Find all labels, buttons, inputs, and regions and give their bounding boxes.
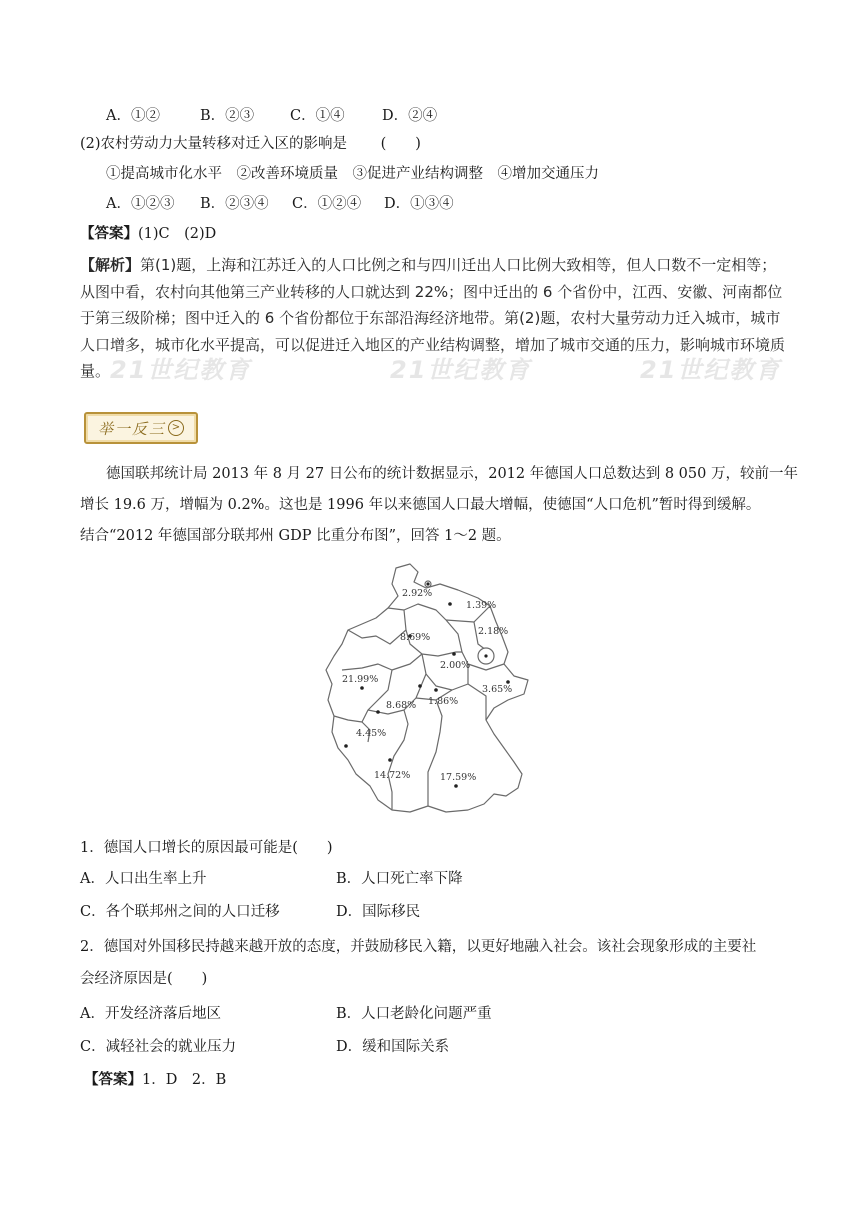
q2-option-b: B．人口老龄化问题严重 <box>336 1006 492 1022</box>
q1-option-b: B．人口死亡率下降 <box>336 871 463 887</box>
arrow-circle-icon: > <box>168 420 184 436</box>
q1-option-c: C．各个联邦州之间的人口迁移 <box>80 904 280 920</box>
q2-stem-line-1: 2．德国对外国移民持越来越开放的态度，并鼓励移民入籍，以更好地融入社会。该社会现象形成的主要社 <box>80 939 757 955</box>
map-label: 17.59% <box>440 772 477 783</box>
option-d: D．②④ <box>382 108 438 124</box>
option-c: C．①④ <box>290 108 345 124</box>
intro-line-3: 结合“2012 年德国部分联邦州 GDP 比重分布图”，回答 1～2 题。 <box>80 528 511 544</box>
answer-text: 1．D 2．B <box>142 1072 227 1088</box>
option-b: B．②③ <box>200 108 255 124</box>
option-a: A．①②③ <box>106 196 175 212</box>
q2-option-c: C．减轻社会的就业压力 <box>80 1039 237 1055</box>
section-badge-text: 举一反三 <box>97 419 166 438</box>
map-label: 14.72% <box>374 770 411 781</box>
analysis-block <box>80 252 785 385</box>
answer-label: 【答案】 <box>80 225 138 242</box>
q2-option-a: A．开发经济落后地区 <box>80 1006 221 1022</box>
intro-line-1: 德国联邦统计局 2013 年 8 月 27 日公布的统计数据显示，2012 年德国人口总数达到 8 050 万，较前一年 <box>106 466 798 482</box>
answer-label: 【答案】 <box>84 1071 142 1088</box>
option-d: D．①③④ <box>384 196 454 212</box>
map-label: 4.45% <box>356 728 387 739</box>
watermark: 21世纪教育 <box>110 356 252 384</box>
map-label: 2.00% <box>440 660 471 671</box>
prev-answer <box>80 222 216 243</box>
q1-stem: 1．德国人口增长的原因最可能是( ) <box>80 840 333 856</box>
germany-gdp-map <box>318 560 543 820</box>
map-label: 21.99% <box>342 674 379 685</box>
map-label: 8.68% <box>386 700 417 711</box>
intro-line-2: 增长 19.6 万，增幅为 0.2%。这也是 1996 年以来德国人口最大增幅，使德国“人口危机”暂时得到缓解。 <box>80 497 761 513</box>
map-label: 2.18% <box>478 626 509 637</box>
answer <box>84 1068 226 1089</box>
answer-text: (1)C (2)D <box>138 226 217 242</box>
map-label: 8.69% <box>400 632 431 643</box>
q1-option-d: D．国际移民 <box>336 904 421 920</box>
option-a: A．①② <box>106 108 160 124</box>
section-badge <box>84 412 198 444</box>
map-label: 3.65% <box>482 684 513 695</box>
analysis-text: 第(1)题，上海和江苏迁入的人口比例之和与四川迁出人口比例大致相等，但人口数不一定相等；从图中看，农村向其他第三产业转移的人口就达到 22%；图中迁出的 6 个省份中，江西、安徽、河南都位于第三级阶梯；图中迁入的 6 个省份都位于东部沿海经济地带。第(2)题，农村大量劳动力迁入城市，城市人口增多，城市化水平提高，可以促进迁入地区的产业结构调整，增加了城市交通的压力，影响城市环境质量。 <box>80 256 786 380</box>
map-label: 2.92% <box>402 588 433 599</box>
prev-q2-options <box>106 192 454 213</box>
watermark: 21世纪教育 <box>390 356 532 384</box>
analysis-label: 【解析】 <box>80 256 141 274</box>
q2-option-d: D．缓和国际关系 <box>336 1039 450 1055</box>
map-label: 1.86% <box>428 696 459 707</box>
q2-stem-line-2: 会经济原因是( ) <box>80 971 208 987</box>
option-b: B．②③④ <box>200 196 269 212</box>
prev-q2-stem: (2)农村劳动力大量转移对迁入区的影响是 ( ) <box>80 136 421 152</box>
watermark: 21世纪教育 <box>640 356 782 384</box>
option-c: C．①②④ <box>292 196 362 212</box>
q1-option-a: A．人口出生率上升 <box>80 871 207 887</box>
prev-q1-options <box>106 104 437 125</box>
map-label: 1.39% <box>466 600 497 611</box>
prev-q2-items: ①提高城市化水平 ②改善环境质量 ③促进产业结构调整 ④增加交通压力 <box>106 166 599 182</box>
